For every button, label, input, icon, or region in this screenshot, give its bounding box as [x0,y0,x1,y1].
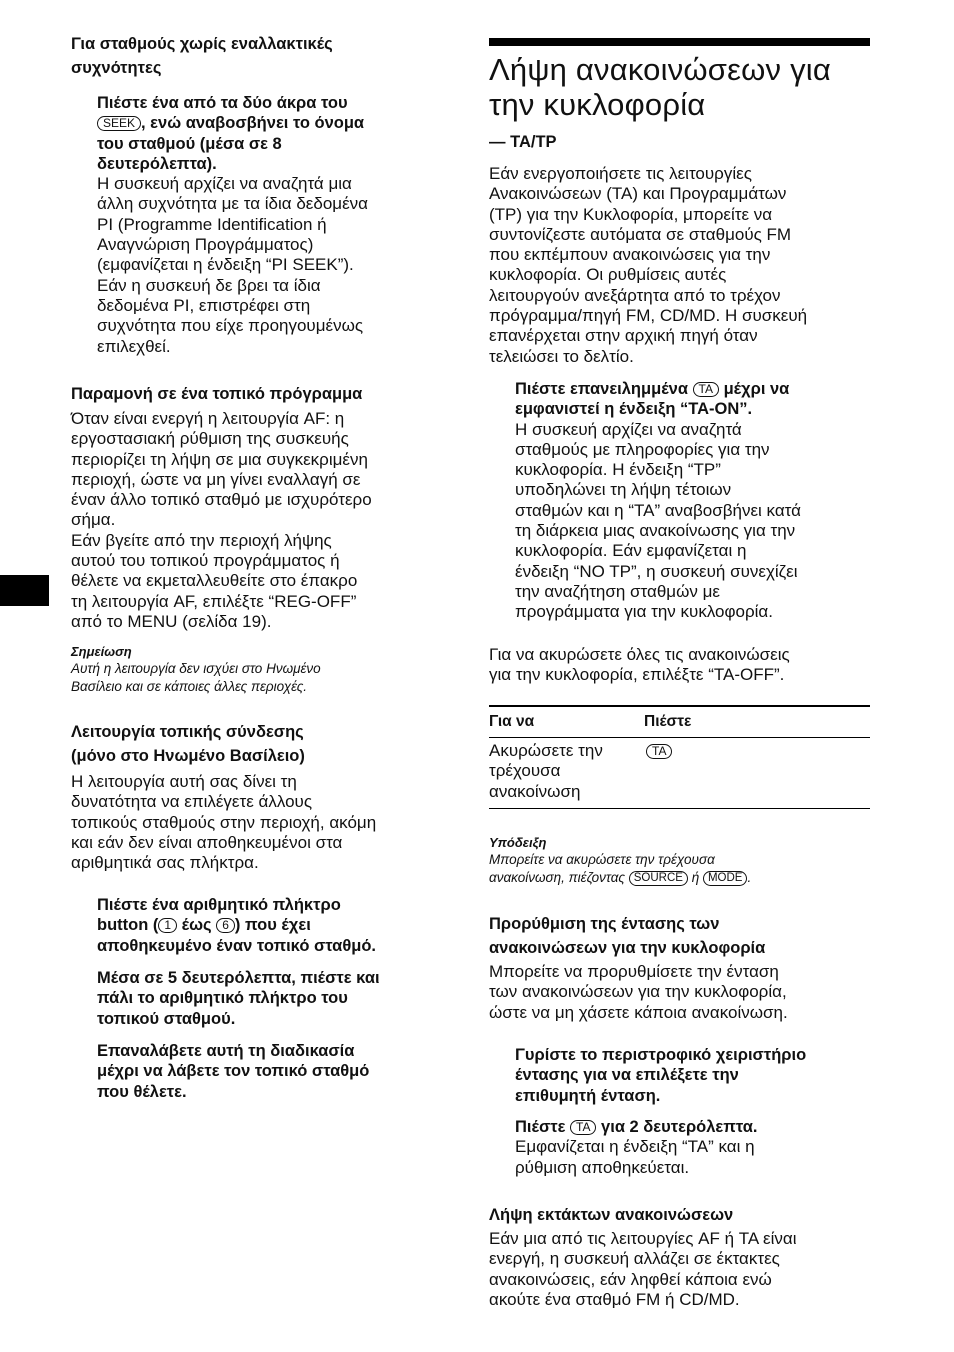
section-heading-emergency: Λήψη εκτάκτων ανακοινώσεων [489,1206,734,1224]
body-line: Η λειτουργία αυτή σας δίνει τη [71,772,297,791]
step-number-key [97,895,457,956]
body-line: για την κυκλοφορία, επιλέξτε “TA-OFF”. [489,665,785,685]
body-line: ενεργή, η συσκευή αλλάζει σε έκτακτες [489,1249,780,1269]
note-line: Βασίλειο και σε κάποιες άλλες περιοχές. [71,679,308,694]
body-line: τη διάρκεια μιας ανακοίνωσης για την [515,521,796,541]
body-line: Αναγνώριση Προγράμματος) [97,235,314,255]
body-line: κυκλοφορία. Η ένδειξη “TP” [515,460,721,480]
preset-key-6: 6 [216,918,235,933]
section-body-preset-volume [489,962,870,1023]
step-text: έντασης για να επιλέξετε την [515,1066,739,1085]
body-line: προγράμματα για την κυκλοφορία. [515,602,773,622]
body-line: ανακοινώσεις, εάν ληφθεί κάποια ενώ [489,1269,772,1289]
body-line: που εκπέμπουν ανακοινώσεις για την [489,245,771,265]
step-text: αποθηκευμένο έναν τοπικό σταθμό. [97,936,377,955]
heading-line: ανακοινώσεων για την κυκλοφορία [489,939,766,957]
body-line: την αναζήτηση σταθμών με [515,581,720,601]
page-title [489,52,870,122]
step-seek [97,93,457,357]
body-line: σήμα. [71,510,116,530]
step-text: πάλι το αριθμητικό πλήκτρο του [97,989,348,1008]
page-edge-tab [0,575,49,606]
table-cell-key [646,743,672,761]
ta-key: TA [693,382,719,397]
body-line: εργοστασιακή ρύθμιση της συσκευής [71,429,349,449]
ta-key: TA [570,1120,596,1135]
table-cell-line: Ακυρώσετε την [489,741,603,760]
body-line: λειτουργούν ανεξάρτητα από το τρέχον [489,285,781,305]
body-line: Εάν ενεργοποιήσετε τις λειτουργίες [489,164,752,183]
table-cell-line: τρέχουσα [489,761,561,781]
section-heading-preset-volume [489,912,870,960]
step-text: εμφανιστεί η ένδειξη “TA-ON”. [515,400,753,419]
body-line: κυκλοφορία. Εάν εμφανίζεται η [515,541,747,561]
step-text: ) που έχει [234,916,311,935]
body-line: θέλετε να εκμεταλλευθείτε στο έπακρο [71,571,358,591]
body-line: κυκλοφορία. Οι ρυθμίσεις αυτές [489,265,727,285]
body-line: αριθμητικά σας πλήκτρα. [71,853,259,873]
table-rule-bottom [489,808,870,809]
body-line: Για να ακυρώσετε όλες τις ανακοινώσεις [489,645,790,664]
body-line: Εάν βγείτε από την περιοχή λήψης [71,530,332,550]
body-line: των ανακοινώσεων για την κυκλοφορία, [489,982,787,1002]
body-line: επανέρχεται στην αρχική πηγή όταν [489,326,758,346]
table-header-action: Για να [489,713,535,730]
body-line: άλλη συχνότητα με τα ίδια δεδομένα [97,194,368,214]
step-text: Πιέστε [515,1118,571,1136]
body-line: έναν άλλο τοπικό σταθμό με ισχυρότερο [71,490,372,510]
cancel-text [489,645,870,686]
step-text-with-key [515,379,875,399]
ta-key: TA [646,744,672,759]
step-press-again [97,968,457,1029]
table-header-press: Πιέστε [644,713,692,730]
hint-line: Μπορείτε να ακυρώσετε την τρέχουσα [489,852,715,867]
body-line: υποδηλώνει τη λήψη τέτοιων [515,480,732,500]
table-rule-top [489,705,870,707]
step-text: του σταθμού (μέσα σε 8 [97,134,282,153]
step-text: Πιέστε ένα αριθμητικό πλήκτρο [97,896,341,914]
section-body-emergency [489,1229,870,1310]
hint-line: . [747,870,752,885]
body-line: (εμφανίζεται η ένδειξη “PI SEEK”). [97,255,354,275]
hint-text [489,851,870,887]
step-text-with-keys [97,915,457,935]
note-line: Αυτή η λειτουργία δεν ισχύει στο Ηνωμένο [71,661,321,676]
heading-line: Λειτουργία τοπικής σύνδεσης [71,723,304,741]
hint-line-with-keys [489,869,870,887]
body-line: περιοχή, ώστε να μη γίνει εναλλαγή σε [71,469,361,489]
heading-line: (μόνο στο Ηνωμένο Βασίλειο) [71,747,305,765]
intro-text [489,164,870,367]
step-text: Γυρίστε το περιστροφικό χειριστήριο [515,1046,807,1064]
step-text: μέχρι να [719,380,790,398]
step-text: Μέσα σε 5 δευτερόλεπτα, πιέστε και [97,969,380,987]
body-line: Μπορείτε να προρυθμίσετε την ένταση [489,962,779,981]
title-line: την κυκλοφορία [489,87,706,122]
step-body [515,1137,875,1178]
body-line: σταθμούς με πληροφορίες για την [515,439,770,459]
page-subtitle: — TA/TP [489,133,557,151]
body-line: τοπικούς σταθμούς στην περιοχή, ακόμη [71,812,377,832]
body-line: Η συσκευή αρχίζει να αναζητά μια [97,174,352,194]
body-line: Ανακοινώσεων (TA) και Προγραμμάτων [489,184,787,204]
step-text-with-key [515,1117,875,1137]
step-text: επιθυμητή ένταση. [515,1086,661,1105]
title-rule [489,38,870,46]
heading-line: Για σταθμούς χωρίς εναλλακτικές [71,35,333,53]
body-line: τη λειτουργία AF, επιλέξτε “REG-OFF” [71,591,357,611]
note-label: Σημείωση [71,644,132,659]
body-line: συντονίζεστε αυτόματα σε σταθμούς FM [489,224,792,244]
table-rule-header [489,737,870,738]
body-line: δυνατότητα να επιλέγετε άλλους [71,792,313,812]
body-line: ακούτε ένα σταθμό FM ή CD/MD. [489,1289,740,1309]
step-body [515,420,875,623]
step-text: Πιέστε επανειλημμένα [515,380,693,398]
section-heading-local: Παραμονή σε ένα τοπικό πρόγραμμα [71,385,363,403]
body-line: Όταν είναι ενεργή η λειτουργία AF: η [71,409,345,428]
table-cell-line: ανακοίνωση [489,781,581,801]
step-text: που θέλετε. [97,1082,187,1101]
step-text: για 2 δευτερόλεπτα. [596,1118,758,1136]
heading-line: Προρύθμιση της έντασης των [489,915,720,933]
body-line: περιορίζει τη λήψη σε μια συγκεκριμένη [71,449,368,469]
body-line: Εμφανίζεται η ένδειξη “TA” και η [515,1137,755,1157]
step-body [97,174,457,357]
section-body-local-link [71,772,451,873]
step-text: Πιέστε ένα από τα δύο άκρα του [97,94,348,112]
body-line: από το MENU (σελίδα 19). [71,611,272,631]
step-text: δευτερόλεπτα). [97,154,217,173]
step-text: , ενώ αναβοσβήνει το όνομα [141,114,365,133]
title-line: Λήψη ανακοινώσεων για [489,52,831,87]
step-ta-on [515,379,875,623]
preset-key-1: 1 [158,918,177,933]
body-line: επιλεχθεί. [97,336,171,356]
body-line: αυτού του τοπικού προγράμματος ή [71,551,340,571]
body-line: πρόγραμμα/πηγή FM, CD/MD. Η συσκευή [489,306,808,326]
body-line: ρύθμιση αποθηκεύεται. [515,1157,690,1177]
mode-key: MODE [703,871,748,886]
section-heading-local-link [71,720,451,768]
body-line: σταθμών και η “TA” αναβοσβήνει κατά [515,500,801,520]
seek-key: SEEK [97,116,141,131]
step-text: έως [177,916,217,935]
step-text: μέχρι να λάβετε τον τοπικό σταθμό [97,1062,370,1081]
heading-line: συχνότητες [71,59,162,77]
body-line: και εάν δεν είναι αποθηκευμένοι στα [71,832,343,852]
body-line: ώστε να μη χάσετε κάποια ανακοίνωση. [489,1002,788,1022]
section-body-local [71,409,451,632]
source-key: SOURCE [629,871,688,886]
body-line: Εάν μια από τις λειτουργίες AF ή TA είναι [489,1229,797,1248]
body-line: δεδομένα PI, επιστρέφει στη [97,295,311,315]
table-cell-action [489,741,639,802]
section-heading-no-af [71,32,451,80]
body-line: Εάν η συσκευή δε βρει τα ίδια [97,275,321,295]
hint-line: ανακοίνωση, πιέζοντας [489,870,629,885]
hint-line: ή [687,870,703,885]
body-line: συχνότητα που είχε προηγουμένως [97,316,364,336]
step-text-with-key [97,113,457,133]
step-text: button ( [97,916,159,935]
step-volume-dial [515,1045,875,1106]
body-line: PI (Programme Identification ή [97,214,327,234]
step-repeat [97,1041,457,1102]
body-line: Η συσκευή αρχίζει να αναζητά [515,419,742,439]
body-line: (TP) για την Κυκλοφορία, μπορείτε να [489,204,773,224]
step-text: τοπικού σταθμού. [97,1009,236,1028]
note-text [71,660,451,696]
body-line: τελειώσει το δελτίο. [489,346,634,366]
step-text: Επαναλάβετε αυτή τη διαδικασία [97,1042,355,1060]
step-hold-ta [515,1117,875,1178]
body-line: ένδειξη “NO TP”, η συσκευή συνεχίζει [515,561,798,581]
hint-label: Υπόδειξη [489,835,547,850]
